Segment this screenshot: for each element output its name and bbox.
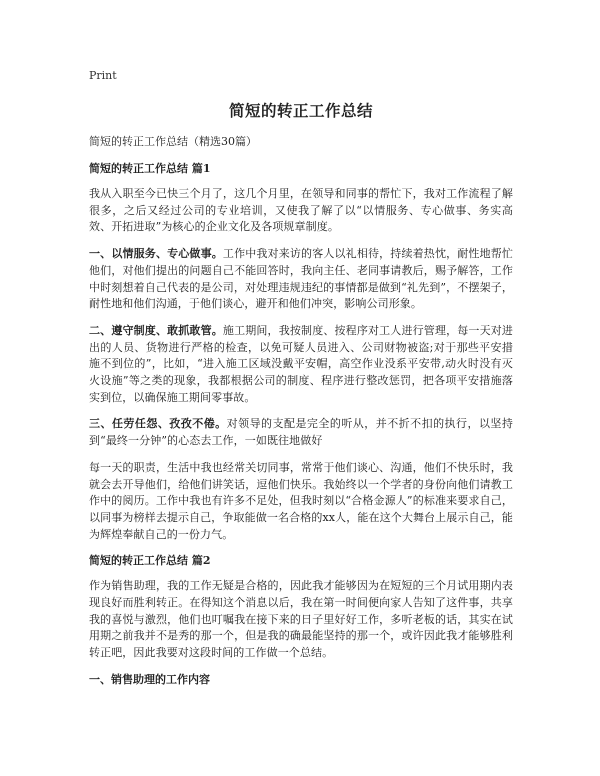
- section-1-heading: 简短的转正工作总结 篇1: [89, 162, 211, 175]
- section-1-intro: 我从入职至今已快三个月了，这几个月里，在领导和同事的帮忙下，我对工作流程了解很多，之后又经过公司的专业培训，又使我了解了以“以情服务、专心做事、务实高效、开拓进取”为核心的企业文化及各项规章制度。: [89, 187, 513, 234]
- point-1-body: 工作中我对来访的客人以礼相待，持续着热忱，耐性地帮忙他们，对他们提出的问题自己不能回答时，我向主任、老同事请教后，赐予解答，工作中时刻想着自己代表的是公司，对处理违规违纪的事情都是做到“礼先到”，不摆架子，耐性地和他们沟通，于他们谈心，避开和他们冲突，影响公司形象。: [89, 247, 513, 311]
- section-1-point-2: [89, 323, 513, 407]
- page-title: 简短的转正工作总结: [228, 101, 373, 120]
- section-1-closing: 每一天的职责，生活中我也经常关切同事，常常于他们谈心、沟通，他们不快乐时，我就会去开导他们，给他们讲笑话，逗他们快乐。我始终以一个学者的身份向他们请教工作中的阅历。工作中我也有许多不足处，但我时刻以“合格金源人”的标准来要求自己，以同事为榜样去提示自己，争取能做一名合格的xx人，能在这个大舞台上展示自己，能为辉煌奉献自己的一份力气。: [89, 460, 513, 541]
- section-1-point-1: [89, 246, 513, 313]
- section-2-heading: 简短的转正工作总结 篇2: [89, 554, 211, 568]
- print-label: Print: [89, 69, 117, 82]
- section-2-sub-heading-1: 一、销售助理的工作内容: [89, 672, 210, 686]
- document-page: [89, 66, 513, 688]
- section-2-intro: 作为销售助理，我的工作无疑是合格的，因此我才能够因为在短短的三个月试用期内表现良好而胜利转正。在得知这个消息以后，我在第一时间便向家人告知了这件事，共享我的喜悦与激烈，他们也叮嘱我在接下来的日子里好好工作，多听老板的话，其实在试用期之前我并不是秀的那一个，但是我的确最能坚持的那一个，或许因此我才能够胜利转正吧，因此我要对这段时间的工作做一个总结。: [89, 579, 513, 660]
- point-3-body: 对领导的支配是完全的听从，并不折不扣的执行，以坚持到“最终一分钟”的心态去工作，一如既往地做好: [89, 417, 514, 448]
- document-subtitle: 简短的转正工作总结（精选30篇）: [89, 135, 257, 148]
- point-3-lead: 三、任劳任怨、孜孜不倦。: [89, 417, 227, 431]
- point-2-body: 施工期间，我按制度、按程序对工人进行管理，每一天对进出的人员、货物进行严格的检查，以免可疑人员进入、公司财物被盗;对于那些平安措施不到位的”，比如，“进入施工区域没戴平安帽，高空作业没系平安带,动火时没有灭火设施”等之类的现象，我都根据公司的制度、程序进行整改惩罚，把各项平安措施落实到位，以确保施工期间零事故。: [89, 323, 513, 404]
- point-1-lead: 一、以情服务、专心做事。: [89, 247, 223, 261]
- section-1-point-3: [89, 416, 513, 449]
- point-2-lead: 二、遵守制度、敢抓敢管。: [89, 323, 223, 337]
